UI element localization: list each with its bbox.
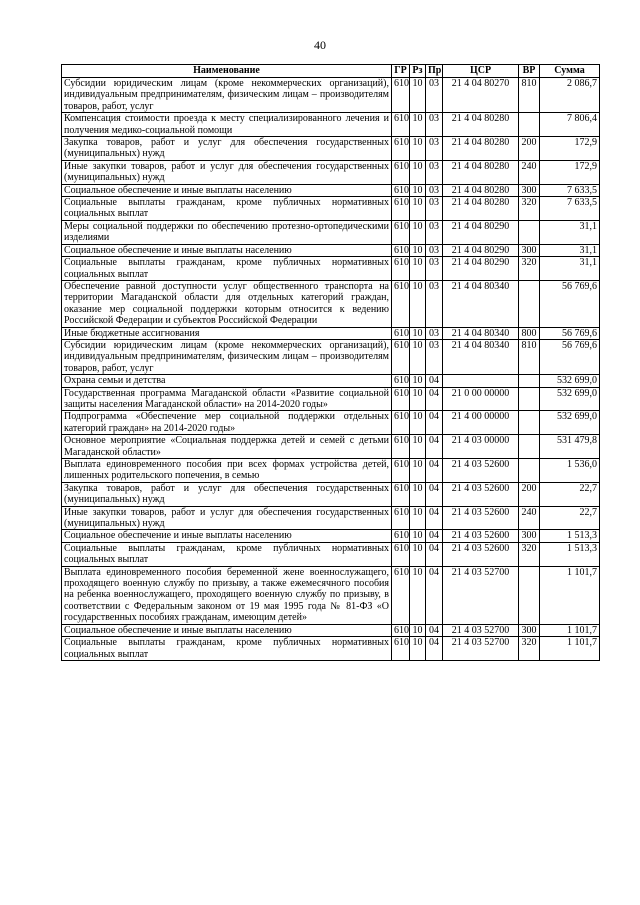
cell-vr: 320 (519, 197, 540, 221)
cell-gr: 610 (392, 530, 410, 542)
cell-gr: 610 (392, 339, 410, 374)
cell-name: Социальное обеспечение и иные выплаты населению (62, 530, 392, 542)
cell-sum: 1 101,7 (540, 637, 600, 661)
cell-name: Государственная программа Магаданской области «Развитие социальной защиты населения Магаданской области» на 2014-2020 годы» (62, 387, 392, 411)
cell-rz: 10 (410, 197, 426, 221)
cell-rz: 10 (410, 411, 426, 435)
cell-sum: 7 633,5 (540, 184, 600, 196)
cell-rz: 10 (410, 339, 426, 374)
cell-gr: 610 (392, 113, 410, 137)
cell-rz: 10 (410, 637, 426, 661)
cell-csr: 21 4 00 00000 (443, 411, 519, 435)
cell-pr: 03 (426, 197, 443, 221)
cell-rz: 10 (410, 482, 426, 506)
cell-csr: 21 4 03 52700 (443, 637, 519, 661)
cell-gr: 610 (392, 78, 410, 113)
cell-vr (519, 375, 540, 387)
cell-name: Выплата единовременного пособия беременной жене военнослужащего, проходящего военную службу по призыву, а также ежемесячного пособия на ребенка военнослужащего, проходящего военную службу по призыву, в соответствии с Федеральным законом от 19 мая 1995 года № 81-ФЗ «О государственных пособиях гражданам, имеющим детей» (62, 566, 392, 624)
cell-name: Компенсация стоимости проезда к месту специализированного лечения и получения медико-социальной помощи (62, 113, 392, 137)
cell-sum: 31,1 (540, 244, 600, 256)
cell-gr: 610 (392, 387, 410, 411)
cell-csr: 21 4 04 80280 (443, 184, 519, 196)
cell-sum: 56 769,6 (540, 327, 600, 339)
cell-gr: 610 (392, 542, 410, 566)
cell-sum: 1 513,3 (540, 530, 600, 542)
cell-vr: 320 (519, 637, 540, 661)
column-header-csr: ЦСР (443, 65, 519, 78)
cell-gr: 610 (392, 220, 410, 244)
cell-name: Социальные выплаты гражданам, кроме публичных нормативных социальных выплат (62, 637, 392, 661)
cell-name: Выплата единовременного пособия при всех формах устройства детей, лишенных родительского попечения, в семью (62, 459, 392, 483)
cell-csr: 21 4 04 80290 (443, 244, 519, 256)
cell-gr: 610 (392, 197, 410, 221)
cell-name: Социальные выплаты гражданам, кроме публичных нормативных социальных выплат (62, 542, 392, 566)
column-header-rz: Рз (410, 65, 426, 78)
cell-sum: 22,7 (540, 506, 600, 530)
table-row (62, 137, 600, 161)
cell-pr: 04 (426, 459, 443, 483)
cell-csr: 21 4 04 80280 (443, 137, 519, 161)
cell-name: Обеспечение равной доступности услуг общественного транспорта на территории Магаданской области для отдельных категорий граждан, оказание мер социальной поддержки которым относится к ведению Российской Федерации и субъектов Российской Федерации (62, 280, 392, 327)
cell-pr: 04 (426, 482, 443, 506)
cell-name: Основное мероприятие «Социальная поддержка детей и семей с детьми Магаданской области» (62, 435, 392, 459)
table-row (62, 566, 600, 624)
cell-sum: 532 699,0 (540, 375, 600, 387)
cell-gr: 610 (392, 244, 410, 256)
table-row (62, 257, 600, 281)
cell-gr: 610 (392, 184, 410, 196)
cell-csr: 21 4 03 52600 (443, 542, 519, 566)
cell-gr: 610 (392, 375, 410, 387)
cell-name: Социальные выплаты гражданам, кроме публичных нормативных социальных выплат (62, 197, 392, 221)
cell-gr: 610 (392, 624, 410, 636)
cell-csr: 21 4 03 52600 (443, 482, 519, 506)
cell-csr (443, 375, 519, 387)
table-row (62, 339, 600, 374)
cell-vr (519, 387, 540, 411)
cell-gr: 610 (392, 280, 410, 327)
cell-vr (519, 566, 540, 624)
cell-csr: 21 4 04 80280 (443, 113, 519, 137)
cell-rz: 10 (410, 257, 426, 281)
cell-name: Социальные выплаты гражданам, кроме публичных нормативных социальных выплат (62, 257, 392, 281)
table-header-row (62, 65, 600, 78)
cell-rz: 10 (410, 160, 426, 184)
cell-gr: 610 (392, 566, 410, 624)
cell-vr: 240 (519, 506, 540, 530)
cell-csr: 21 4 03 52700 (443, 566, 519, 624)
table-row (62, 435, 600, 459)
cell-rz: 10 (410, 530, 426, 542)
cell-sum: 532 699,0 (540, 387, 600, 411)
cell-rz: 10 (410, 506, 426, 530)
table-row (62, 160, 600, 184)
cell-sum: 31,1 (540, 220, 600, 244)
cell-sum: 531 479,8 (540, 435, 600, 459)
cell-rz: 10 (410, 387, 426, 411)
cell-pr: 03 (426, 137, 443, 161)
page-number: 40 (314, 38, 326, 52)
table-row (62, 197, 600, 221)
cell-sum: 1 536,0 (540, 459, 600, 483)
cell-pr: 04 (426, 530, 443, 542)
budget-table (61, 64, 600, 661)
cell-gr: 610 (392, 327, 410, 339)
cell-name: Социальное обеспечение и иные выплаты населению (62, 624, 392, 636)
cell-pr: 03 (426, 257, 443, 281)
column-header-name: Наименование (62, 65, 392, 78)
cell-pr: 04 (426, 506, 443, 530)
cell-pr: 04 (426, 435, 443, 459)
table-row (62, 482, 600, 506)
cell-vr: 810 (519, 78, 540, 113)
table-row (62, 542, 600, 566)
cell-name: Охрана семьи и детства (62, 375, 392, 387)
cell-vr: 320 (519, 257, 540, 281)
cell-csr: 21 4 04 80340 (443, 327, 519, 339)
cell-name: Иные бюджетные ассигнования (62, 327, 392, 339)
cell-rz: 10 (410, 113, 426, 137)
table-row (62, 411, 600, 435)
column-header-gr: ГР (392, 65, 410, 78)
cell-sum: 172,9 (540, 160, 600, 184)
cell-vr (519, 113, 540, 137)
cell-rz: 10 (410, 280, 426, 327)
cell-pr: 04 (426, 387, 443, 411)
cell-name: Социальное обеспечение и иные выплаты населению (62, 184, 392, 196)
cell-rz: 10 (410, 459, 426, 483)
cell-pr: 03 (426, 327, 443, 339)
cell-vr: 320 (519, 542, 540, 566)
table-row (62, 184, 600, 196)
table-row (62, 78, 600, 113)
cell-csr: 21 4 04 80280 (443, 197, 519, 221)
table-row (62, 637, 600, 661)
cell-sum: 7 633,5 (540, 197, 600, 221)
cell-sum: 56 769,6 (540, 339, 600, 374)
cell-vr: 200 (519, 137, 540, 161)
cell-pr: 04 (426, 566, 443, 624)
cell-vr: 800 (519, 327, 540, 339)
cell-vr: 810 (519, 339, 540, 374)
cell-vr: 300 (519, 624, 540, 636)
cell-sum: 172,9 (540, 137, 600, 161)
cell-name: Субсидии юридическим лицам (кроме некоммерческих организаций), индивидуальным предпринимателям, физическим лицам – производителям товаров, работ, услуг (62, 339, 392, 374)
cell-csr: 21 4 03 52600 (443, 459, 519, 483)
column-header-pr: Пр (426, 65, 443, 78)
cell-vr (519, 411, 540, 435)
cell-name: Меры социальной поддержки по обеспечению протезно-ортопедическими изделиями (62, 220, 392, 244)
cell-rz: 10 (410, 375, 426, 387)
table-row (62, 327, 600, 339)
cell-sum: 7 806,4 (540, 113, 600, 137)
cell-gr: 610 (392, 435, 410, 459)
cell-vr: 300 (519, 530, 540, 542)
column-header-vr: ВР (519, 65, 540, 78)
cell-rz: 10 (410, 624, 426, 636)
table-row (62, 530, 600, 542)
cell-csr: 21 4 03 00000 (443, 435, 519, 459)
cell-pr: 04 (426, 637, 443, 661)
cell-pr: 03 (426, 184, 443, 196)
cell-csr: 21 4 03 52600 (443, 506, 519, 530)
table-row (62, 280, 600, 327)
cell-gr: 610 (392, 482, 410, 506)
cell-csr: 21 4 04 80280 (443, 160, 519, 184)
table-row (62, 624, 600, 636)
cell-vr (519, 220, 540, 244)
cell-csr: 21 4 04 80340 (443, 280, 519, 327)
cell-pr: 04 (426, 411, 443, 435)
cell-pr: 04 (426, 375, 443, 387)
cell-sum: 532 699,0 (540, 411, 600, 435)
cell-pr: 03 (426, 220, 443, 244)
cell-name: Закупка товаров, работ и услуг для обеспечения государственных (муниципальных) нужд (62, 482, 392, 506)
cell-rz: 10 (410, 137, 426, 161)
cell-sum: 2 086,7 (540, 78, 600, 113)
cell-gr: 610 (392, 137, 410, 161)
cell-pr: 03 (426, 339, 443, 374)
cell-sum: 1 101,7 (540, 566, 600, 624)
cell-name: Социальное обеспечение и иные выплаты населению (62, 244, 392, 256)
cell-csr: 21 4 04 80340 (443, 339, 519, 374)
table-row (62, 506, 600, 530)
cell-pr: 04 (426, 542, 443, 566)
cell-gr: 610 (392, 257, 410, 281)
cell-name: Закупка товаров, работ и услуг для обеспечения государственных (муниципальных) нужд (62, 137, 392, 161)
column-header-sum: Сумма (540, 65, 600, 78)
cell-sum: 1 101,7 (540, 624, 600, 636)
cell-pr: 03 (426, 160, 443, 184)
cell-vr: 300 (519, 184, 540, 196)
cell-sum: 22,7 (540, 482, 600, 506)
table-row (62, 220, 600, 244)
cell-vr (519, 280, 540, 327)
cell-pr: 03 (426, 113, 443, 137)
cell-vr (519, 459, 540, 483)
table-row (62, 387, 600, 411)
cell-sum: 56 769,6 (540, 280, 600, 327)
cell-vr: 300 (519, 244, 540, 256)
cell-pr: 03 (426, 280, 443, 327)
cell-rz: 10 (410, 220, 426, 244)
cell-rz: 10 (410, 542, 426, 566)
cell-vr (519, 435, 540, 459)
cell-csr: 21 4 03 52600 (443, 530, 519, 542)
table-row (62, 459, 600, 483)
cell-rz: 10 (410, 566, 426, 624)
cell-rz: 10 (410, 78, 426, 113)
cell-gr: 610 (392, 637, 410, 661)
cell-gr: 610 (392, 506, 410, 530)
cell-csr: 21 4 04 80270 (443, 78, 519, 113)
table-row (62, 244, 600, 256)
cell-csr: 21 4 04 80290 (443, 257, 519, 281)
table-body (62, 78, 600, 661)
table-row (62, 113, 600, 137)
cell-csr: 21 0 00 00000 (443, 387, 519, 411)
cell-pr: 03 (426, 78, 443, 113)
cell-pr: 03 (426, 244, 443, 256)
cell-name: Иные закупки товаров, работ и услуг для обеспечения государственных (муниципальных) нужд (62, 506, 392, 530)
cell-csr: 21 4 03 52700 (443, 624, 519, 636)
cell-rz: 10 (410, 184, 426, 196)
cell-pr: 04 (426, 624, 443, 636)
cell-rz: 10 (410, 435, 426, 459)
cell-name: Подпрограмма «Обеспечение мер социальной поддержки отдельных категорий граждан» на 2014-2020 годы» (62, 411, 392, 435)
cell-sum: 31,1 (540, 257, 600, 281)
table-row (62, 375, 600, 387)
cell-gr: 610 (392, 160, 410, 184)
cell-rz: 10 (410, 244, 426, 256)
cell-vr: 240 (519, 160, 540, 184)
cell-gr: 610 (392, 459, 410, 483)
cell-vr: 200 (519, 482, 540, 506)
cell-name: Субсидии юридическим лицам (кроме некоммерческих организаций), индивидуальным предпринимателям, физическим лицам – производителям товаров, работ, услуг (62, 78, 392, 113)
cell-sum: 1 513,3 (540, 542, 600, 566)
cell-csr: 21 4 04 80290 (443, 220, 519, 244)
cell-gr: 610 (392, 411, 410, 435)
cell-rz: 10 (410, 327, 426, 339)
cell-name: Иные закупки товаров, работ и услуг для обеспечения государственных (муниципальных) нужд (62, 160, 392, 184)
